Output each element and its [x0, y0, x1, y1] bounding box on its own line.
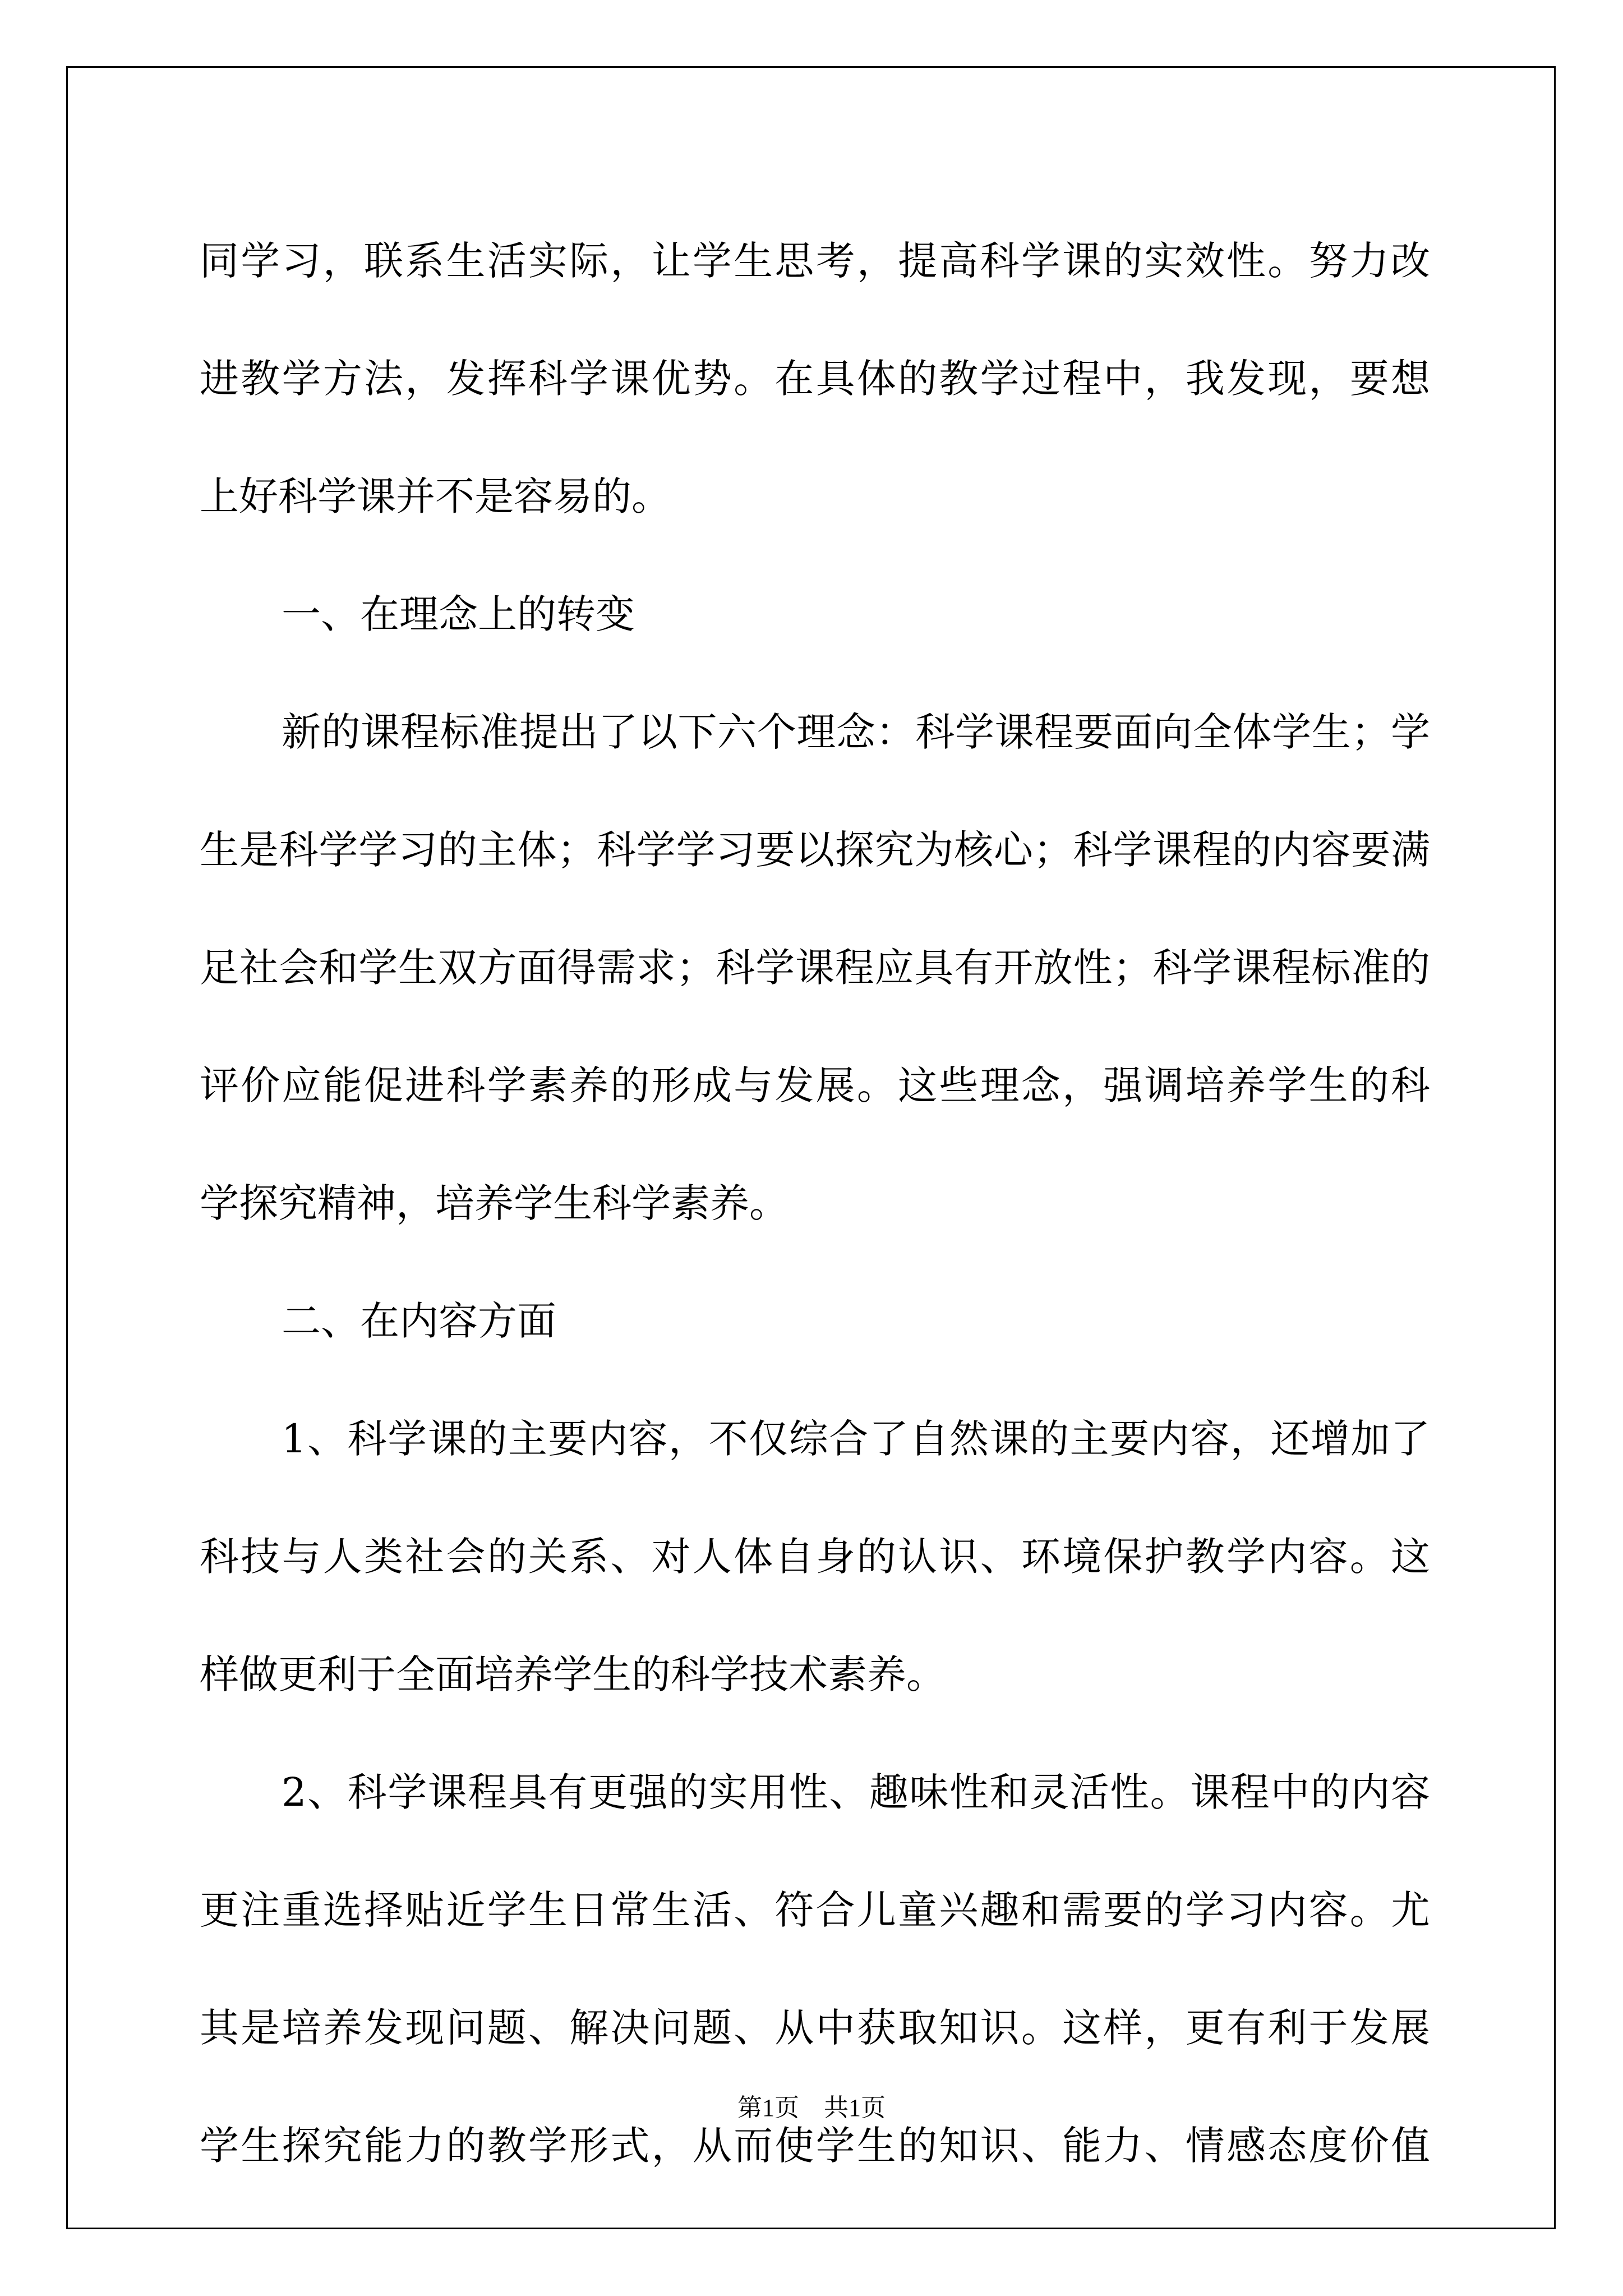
- page-number: 第1页: [737, 2094, 799, 2122]
- text-line: 生是科学学习的主体；科学学习要以探究为核心；科学课程的内容要满: [200, 827, 1430, 873]
- text-line: 更注重选择贴近学生日常生活、符合儿童兴趣和需要的学习内容。尤: [200, 1887, 1430, 1933]
- document-body: [200, 202, 1430, 2205]
- text-line: 2、科学课程具有更强的实用性、趣味性和灵活性。课程中的内容: [282, 1769, 1430, 1815]
- text-line: 新的课程标准提出了以下六个理念：科学课程要面向全体学生；学: [282, 709, 1430, 755]
- page-total: 共1页: [824, 2094, 886, 2122]
- text-line: 评价应能促进科学素养的形成与发展。这些理念，强调培养学生的科: [200, 1062, 1430, 1108]
- text-line: 科技与人类社会的关系、对人体自身的认识、环境保护教学内容。这: [200, 1534, 1430, 1580]
- text-line: 上好科学课并不是容易的。: [200, 473, 671, 519]
- section-heading: 二、在内容方面: [282, 1298, 556, 1344]
- section-heading: 一、在理念上的转变: [282, 591, 635, 637]
- text-line: 同学习，联系生活实际，让学生思考，提高科学课的实效性。努力改: [200, 238, 1430, 284]
- text-line: 1、科学课的主要内容，不仅综合了自然课的主要内容，还增加了: [282, 1416, 1430, 1462]
- text-line: 足社会和学生双方面得需求；科学课程应具有开放性；科学课程标准的: [200, 945, 1430, 991]
- text-line: 学探究精神，培养学生科学素养。: [200, 1180, 789, 1226]
- text-line: 其是培养发现问题、解决问题、从中获取知识。这样，更有利于发展: [200, 2005, 1430, 2051]
- text-line: 进教学方法，发挥科学课优势。在具体的教学过程中，我发现，要想: [200, 356, 1430, 402]
- text-line: 学生探究能力的教学形式，从而使学生的知识、能力、情感态度价值: [200, 2123, 1430, 2169]
- page-footer: [0, 2091, 1623, 2125]
- text-line: 样做更利于全面培养学生的科学技术素养。: [200, 1651, 946, 1697]
